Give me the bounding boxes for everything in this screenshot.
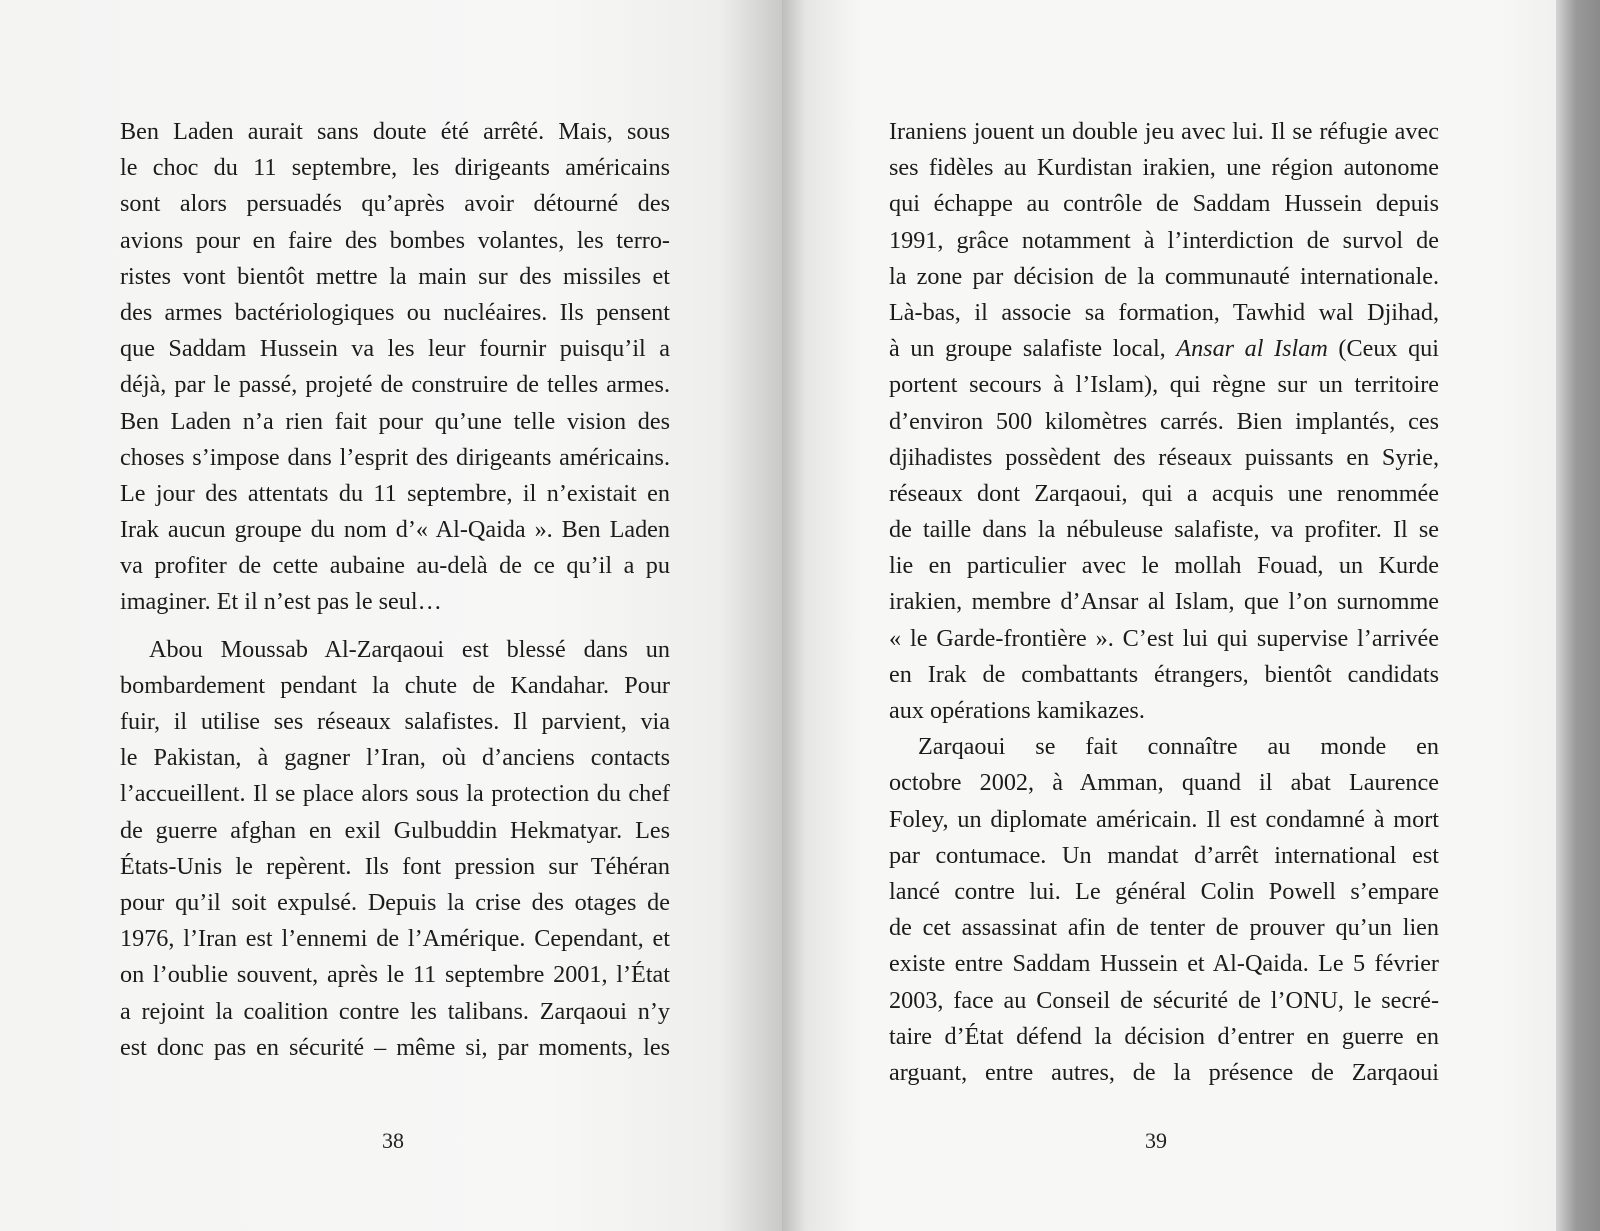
italic-title: Ansar al Islam [1176, 335, 1328, 363]
text-line: 1991, grâce notamment à l’interdiction de survol de [889, 226, 1439, 254]
text-line: d’environ 500 kilomètres carrés. Bien implantés, ces [889, 407, 1439, 435]
text-line: ses fidèles au Kurdistan irakien, une région autonome [889, 154, 1439, 182]
text-line [889, 331, 1439, 367]
text-line: de guerre afghan en exil Gulbuddin Hekmatyar. Les [120, 816, 670, 844]
text-line: Le jour des attentats du 11 septembre, il n’existait en [120, 479, 670, 507]
text-line: « le Garde-frontière ». C’est lui qui supervise l’arrivée [889, 624, 1439, 652]
text-line: le choc du 11 septembre, les dirigeants américains [120, 154, 670, 182]
text-line: bombardement pendant la chute de Kandahar. Pour [120, 671, 670, 699]
text-line: choses s’impose dans l’esprit des dirigeants américains. [120, 443, 670, 471]
text-line: 1976, l’Iran est l’ennemi de l’Amérique. Cependant, et [120, 925, 670, 953]
text-run: à un groupe salafiste local, [889, 335, 1177, 363]
text-line: Ben Laden aurait sans doute été arrêté. Mais, sous [120, 118, 670, 145]
page-number-right: 39 [1145, 1128, 1167, 1153]
paragraph-gap [120, 621, 670, 632]
text-line: l’accueillent. Il se place alors sous la protection du chef [120, 780, 670, 808]
text-line: on l’oublie souvent, après le 11 septembre 2001, l’État [120, 961, 670, 989]
text-line: fuir, il utilise ses réseaux salafistes. Il parvient, via [120, 708, 670, 735]
text-line: djihadistes possèdent des réseaux puissants en Syrie, [889, 443, 1439, 471]
text-line: de taille dans la nébuleuse salafiste, va profiter. Il se [889, 516, 1439, 544]
text-line: taire d’État défend la décision d’entrer en guerre en [889, 1022, 1439, 1050]
text-line: Irak aucun groupe du nom d’« Al-Qaida ». Ben Laden [120, 516, 670, 544]
text-line: de cet assassinat afin de tenter de prouver qu’un lien [889, 914, 1439, 942]
text-line: déjà, par le passé, projeté de construire de telles armes. [120, 371, 670, 399]
text-line: la zone par décision de la communauté internationale. [889, 262, 1439, 290]
text-line: irakien, membre d’Ansar al Islam, que l’on surnomme [889, 588, 1439, 616]
text-line: par contumace. Un mandat d’arrêt international est [889, 841, 1439, 869]
text-line: Zarqaoui se fait connaître au monde en [918, 733, 1439, 761]
text-line: arguant, entre autres, de la présence de Zarqaoui [889, 1058, 1439, 1086]
left-paragraph-2 [120, 632, 670, 1066]
text-line: le Pakistan, à gagner l’Iran, où d’anciens contacts [120, 744, 670, 772]
text-line: Foley, un diplomate américain. Il est condamné à mort [889, 805, 1439, 833]
text-line: 2003, face au Conseil de sécurité de l’ONU, le secré- [889, 986, 1439, 1014]
right-paragraph-1 [889, 114, 1439, 729]
text-line: Abou Moussab Al-Zarqaoui est blessé dans un [149, 635, 670, 663]
right-paragraph-2 [889, 729, 1439, 1091]
text-line: octobre 2002, à Amman, quand il abat Laurence [889, 769, 1439, 797]
text-line: États-Unis le repèrent. Ils font pression sur Téhéran [120, 852, 670, 880]
text-line: imaginer. Et il n’est pas le seul… [120, 588, 442, 616]
left-page [0, 0, 782, 1231]
text-line: Là-bas, il associe sa formation, Tawhid wal Djihad, [889, 298, 1439, 326]
text-line: est donc pas en sécurité – même si, par moments, les [120, 1033, 670, 1061]
text-line: des armes bactériologiques ou nucléaires. Ils pensent [120, 298, 670, 326]
text-line: sont alors persuadés qu’après avoir détourné des [120, 190, 670, 218]
page-number-left: 38 [382, 1128, 404, 1153]
text-line: réseaux dont Zarqaoui, qui a acquis une renommée [889, 479, 1439, 507]
left-paragraph-1 [120, 114, 670, 621]
text-line: Ben Laden n’a rien fait pour qu’une telle vision des [120, 407, 670, 435]
text-run: (Ceux qui [1327, 335, 1439, 363]
text-line: aux opérations kamikazes. [889, 697, 1145, 724]
text-line: avions pour en faire des bombes volantes, les terro- [120, 226, 670, 254]
text-line: ristes vont bientôt mettre la main sur des missiles et [120, 262, 670, 290]
right-page-text [889, 114, 1439, 1091]
page-edge-shadow [1556, 0, 1600, 1231]
text-line: lancé contre lui. Le général Colin Powell s’empare [889, 877, 1439, 905]
text-line: va profiter de cette aubaine au-delà de ce qu’il a pu [120, 552, 670, 580]
text-line: portent secours à l’Islam), qui règne sur un territoire [889, 371, 1439, 399]
text-line: Iraniens jouent un double jeu avec lui. Il se réfugie avec [889, 118, 1439, 145]
text-line: que Saddam Hussein va les leur fournir puisqu’il a [120, 335, 670, 363]
text-line: a rejoint la coalition contre les talibans. Zarqaoui n’y [120, 997, 670, 1025]
text-line: qui échappe au contrôle de Saddam Hussein depuis [889, 190, 1439, 218]
text-line: en Irak de combattants étrangers, bientôt candidats [889, 660, 1439, 688]
text-line: pour qu’il soit expulsé. Depuis la crise des otages de [120, 888, 670, 916]
text-line: existe entre Saddam Hussein et Al-Qaida. Le 5 février [889, 950, 1439, 978]
left-page-text [120, 114, 670, 1066]
text-line: lie en particulier avec le mollah Fouad, un Kurde [889, 552, 1439, 580]
